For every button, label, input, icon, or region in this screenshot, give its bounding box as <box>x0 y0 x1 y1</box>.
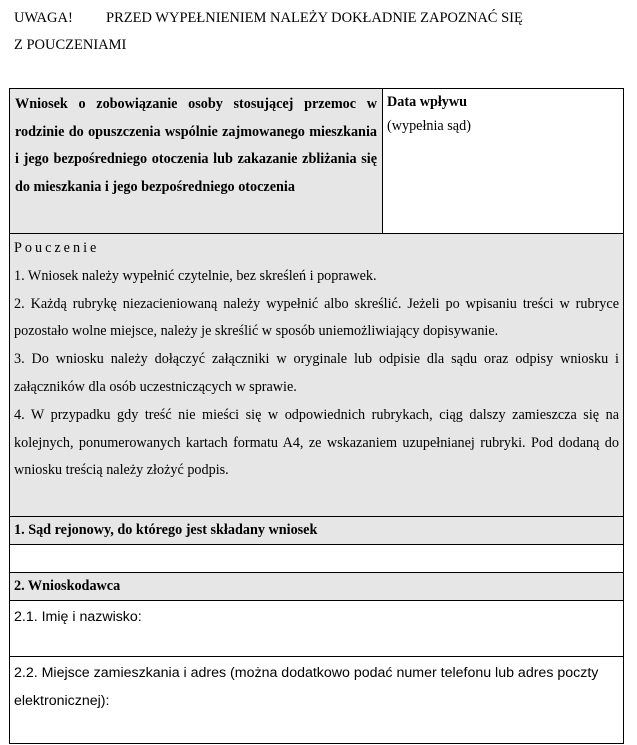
form-title: Wniosek o zobowiązanie osoby stosującej przemoc w rodzinie do opuszczenia wspólnie zajmowanego mieszkania i jego bezpośredniego otoczenia lub zakazanie zbliżania się do mieszkania i jego bezpośredniego otoczenia <box>10 89 383 233</box>
instruction-item: 3. Do wniosku należy dołączyć załączniki w oryginale lub odpisie dla sądu oraz odpisy wniosku i załączników dla osób uczestniczących w sprawie. <box>14 351 619 395</box>
warning-text-line2: Z POUCZENIAMI <box>14 37 127 53</box>
warning-label: UWAGA! <box>14 10 73 26</box>
warning-notice <box>14 5 624 59</box>
section-applicant-heading: 2. Wnioskodawca <box>10 573 623 601</box>
instructions-section <box>10 234 623 517</box>
date-received-note: (wypełnia sąd) <box>387 118 471 134</box>
section-court-heading: 1. Sąd rejonowy, do którego jest składany wniosek <box>10 517 623 545</box>
applicant-name-label: 2.1. Imię i nazwisko: <box>14 609 142 625</box>
applicant-address-field[interactable] <box>10 657 623 743</box>
instruction-item: 4. W przypadku gdy treść nie mieści się w odpowiednich rubrykach, ciąg dalszy zamieszcza się na kolejnych, ponumerowanych kartach formatu A4, ze wskazaniem uzupełnianej rubryki. Pod dodaną do wniosku treścią należy złożyć podpis. <box>14 406 619 479</box>
warning-text-line1: PRZED WYPEŁNIENIEM NALEŻY DOKŁADNIE ZAPOZNAĆ SIĘ <box>106 10 523 26</box>
applicant-address-label: 2.2. Miejsce zamieszkania i adres (można dodatkowo podać numer telefonu lub adres poczty elektronicznej): <box>14 665 599 709</box>
court-name-field[interactable] <box>10 545 623 573</box>
date-received-label: Data wpływu <box>387 94 468 110</box>
form-header-row <box>10 89 623 234</box>
date-received-box <box>383 89 623 233</box>
instructions-heading: Pouczenie <box>14 240 100 256</box>
instruction-item: 1. Wniosek należy wypełnić czytelnie, bez skreśleń i poprawek. <box>14 267 377 284</box>
applicant-name-field[interactable] <box>10 601 623 657</box>
instruction-item: 2. Każdą rubrykę niezacieniowaną należy wypełnić albo skreślić. Jeżeli po wpisaniu treści w rubryce pozostało wolne miejsce, należy je skreślić w sposób uniemożliwiający dopisywanie. <box>14 295 619 340</box>
application-form <box>9 88 624 744</box>
